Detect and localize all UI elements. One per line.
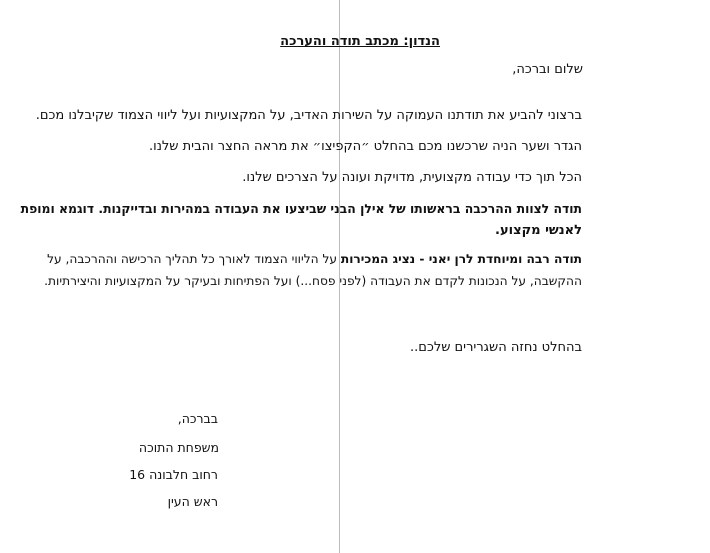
paragraph-5-line-2: ההקשבה, על הנכונות לקדם את העבודה (לפני פסח...) ועל הפתיחות ובעיקר על המקצועיות והיצירתיות. <box>44 274 582 288</box>
paragraph-3: הכל תוך כדי עבודה מקצועית, מדויקת ועונה על הצרכים שלנו. <box>242 170 582 185</box>
paragraph-4-line-1: תודה לצוות ההרכבה בראשותו של אילן הבני שביצעו את העבודה במהירות ובדייקנות. דוגמא ומופת <box>20 201 582 216</box>
paragraph-5-highlight: תודה רבה ומיוחדת לרן יאני - נציג המכירות <box>340 252 582 266</box>
letter-subject: הנדון: מכתב תודה והערכה <box>280 34 440 49</box>
closing-wish: בהחלט נחזה השגרירים שלכם.. <box>410 340 582 355</box>
paragraph-5-line-1 <box>47 251 582 267</box>
signature-family: משפחת התוכה <box>138 440 219 455</box>
signature-street: רחוב חלבונה 16 <box>129 467 218 482</box>
paragraph-2: הגדר ושער הניה שרכשנו מכם בהחלט ״הקפיצו״ את מראה החצר והבית שלנו. <box>149 139 582 154</box>
paragraph-1: ברצוני להביע את תודתנו העמוקה על השירות האדיב, על המקצועיות ועל ליווי הצמוד שקיבלנו מכם. <box>35 108 582 123</box>
signature-city: ראש העין <box>167 494 218 509</box>
signoff: בברכה, <box>177 411 218 426</box>
paragraph-4-line-2: לאנשי מקצוע. <box>495 223 582 238</box>
letter-greeting: שלום וברכה, <box>512 62 583 77</box>
paragraph-5-rest: על הליווי הצמוד לאורך כל תהליך הרכישה וההרכבה, על <box>47 252 341 266</box>
